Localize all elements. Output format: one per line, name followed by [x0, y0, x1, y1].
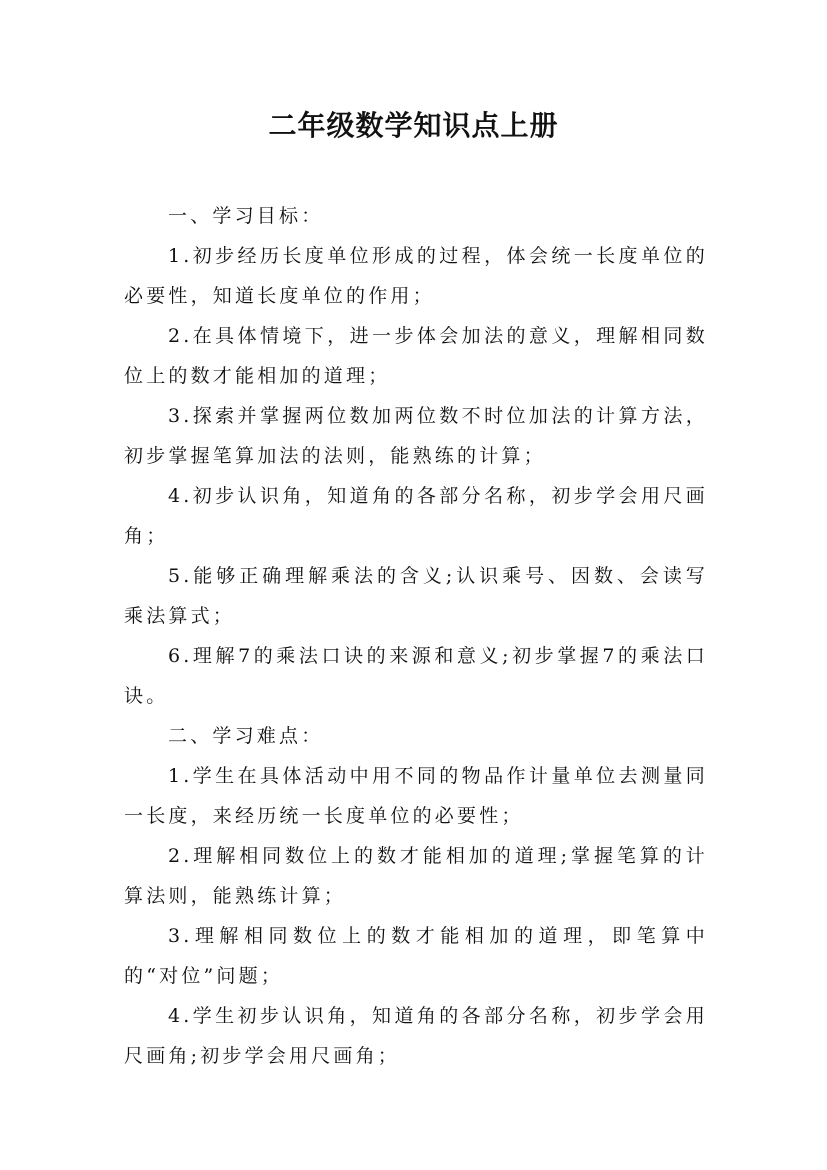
goal-item-2: 2.在具体情境下，进一步体会加法的意义，理解相同数位上的数才能相加的道理；	[124, 325, 708, 387]
page-title: 二年级数学知识点上册	[268, 109, 559, 142]
difficulty-item-4: 4.学生初步认识角，知道角的各部分名称，初步学会用尺画角;初步学会用尺画角；	[124, 1005, 708, 1067]
section-heading-goals: 一、学习目标：	[168, 205, 324, 227]
goal-item-5: 5.能够正确理解乘法的含义;认识乘号、因数、会读写乘法算式；	[124, 565, 708, 627]
goal-item-3: 3.探索并掌握两位数加两位数不时位加法的计算方法，初步掌握笔算加法的法则，能熟练的计算；	[124, 405, 708, 467]
section-heading-difficulties: 二、学习难点：	[168, 725, 324, 747]
goal-item-1: 1.初步经历长度单位形成的过程，体会统一长度单位的必要性，知道长度单位的作用；	[124, 245, 708, 307]
difficulty-item-2: 2.理解相同数位上的数才能相加的道理;掌握笔算的计算法则，能熟练计算；	[124, 845, 708, 907]
difficulty-item-3: 3.理解相同数位上的数才能相加的道理，即笔算中的“对位”问题；	[124, 925, 708, 987]
document-body	[124, 196, 708, 1076]
difficulty-item-1: 1.学生在具体活动中用不同的物品作计量单位去测量同一长度，来经历统一长度单位的必要性；	[124, 765, 708, 827]
goal-item-6: 6.理解7的乘法口诀的来源和意义;初步掌握7的乘法口诀。	[124, 645, 708, 707]
goal-item-4: 4.初步认识角，知道角的各部分名称，初步学会用尺画角；	[124, 485, 708, 547]
